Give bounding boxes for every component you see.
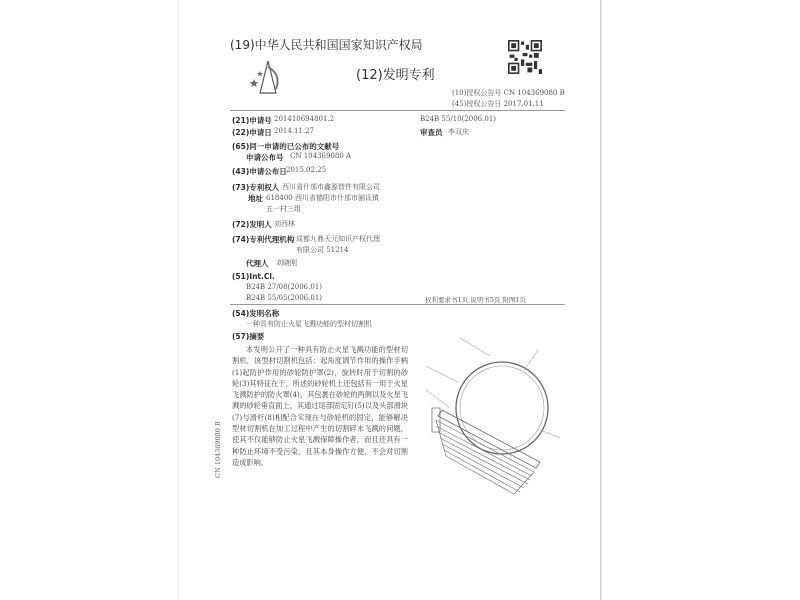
invention-title-label: (54)发明名称 — [232, 309, 280, 318]
publication-number-value: CN 104369080 A — [290, 152, 352, 160]
patentee-value: 西川省什邡市鑫源替件有限公司 — [282, 183, 380, 191]
same-application-label: (65)同一申请的已公布的文献号 — [232, 142, 340, 151]
claims-summary: 权利要求书1页 说明书5页 附图1页 — [425, 296, 527, 304]
patent-agency-line-1: 成都九鼎天元知识产权代理 — [296, 235, 380, 243]
int-cl-item-1: B24B 27/08(2006.01) — [246, 283, 323, 291]
application-number-label: (21)申请号 — [232, 116, 272, 125]
int-cl-item-2: B24B 55/05(2006.01) — [246, 294, 323, 302]
agent-label: 代理人 — [246, 259, 269, 268]
qr-code-icon — [508, 40, 542, 74]
examiner-label: 审查员 — [420, 128, 443, 137]
sipo-logo-icon — [246, 57, 290, 97]
header-divider — [230, 110, 565, 111]
abstract-text: 本发明公开了一种具有防止火星飞溅功能的型材切割机，该型材切割机包括：起角度调节作用的操作手柄(1)起防护作用的砂轮防护罩(2)，旋转时用于切割的砂轮(3)其特征在于，所述的砂轮机上还包括有一用于火星飞溅防护的防火罩(4)，其包裹在砂轮的两侧以及火星飞溅的砂轮垂直面上，其通过尾部固定钉(5)以及头部滑块(7)与滑杆(8)相配合实现在与砂轮机的固定，能够解决型材切割机在加工过程中产生的切割碎末飞溅的问题，使其不仅能够防止火星飞溅保障操作者，而且还具有一种防止环境不受污染，且其本身操作方便，不会对切割造成影响。 — [232, 345, 408, 467]
inventor-label: (72)发明人 — [232, 220, 272, 229]
scan-edge-line — [600, 0, 601, 600]
patent-agency-line-2: 有限公司 51214 — [296, 246, 349, 254]
office-header: (19)中华人民共和国国家知识产权局 — [230, 38, 423, 52]
reference-classification: B24B 55/10(2006.01) — [420, 115, 497, 123]
publication-number-label: 申请公布号 — [246, 153, 284, 162]
inventor-value: 刘西林 — [274, 220, 295, 228]
bibliography-divider — [230, 304, 565, 305]
address-line-1: 618400 西川省德阳市什邡市湔氐镇 — [266, 194, 379, 202]
address-label: 地址 — [248, 194, 263, 203]
address-line-2: 五一村三组 — [266, 205, 301, 213]
grant-publication-number: (10)授权公告号 CN 104369080 B — [452, 89, 565, 97]
side-document-number: CN 104369080 B — [214, 421, 222, 478]
int-cl-label: (51)Int.Cl. — [232, 272, 275, 281]
patent-agency-label: (74)专利代理机构 — [232, 235, 295, 244]
invention-title-value: 一种具有防止火星飞溅功能的型材切割机 — [246, 320, 372, 328]
application-number-value: 201410694801.2 — [274, 115, 335, 123]
cutter-drawing-figure — [420, 330, 570, 500]
abstract-label: (57)摘要 — [232, 332, 265, 341]
patentee-label: (73)专利权人 — [232, 183, 280, 192]
grant-publication-date: (45)授权公告日 2017.01.11 — [452, 100, 544, 108]
agent-value: 刘晓刚 — [276, 259, 297, 267]
publication-date-value: 2015.02.25 — [286, 166, 327, 174]
examiner-value: 李双庆 — [448, 128, 469, 136]
publication-date-label: (43)申请公布日 — [232, 167, 287, 176]
document-type-title: (12)发明专利 — [356, 68, 435, 83]
application-date-label: (22)申请日 — [232, 128, 272, 137]
application-date-value: 2014.11.27 — [274, 127, 315, 135]
